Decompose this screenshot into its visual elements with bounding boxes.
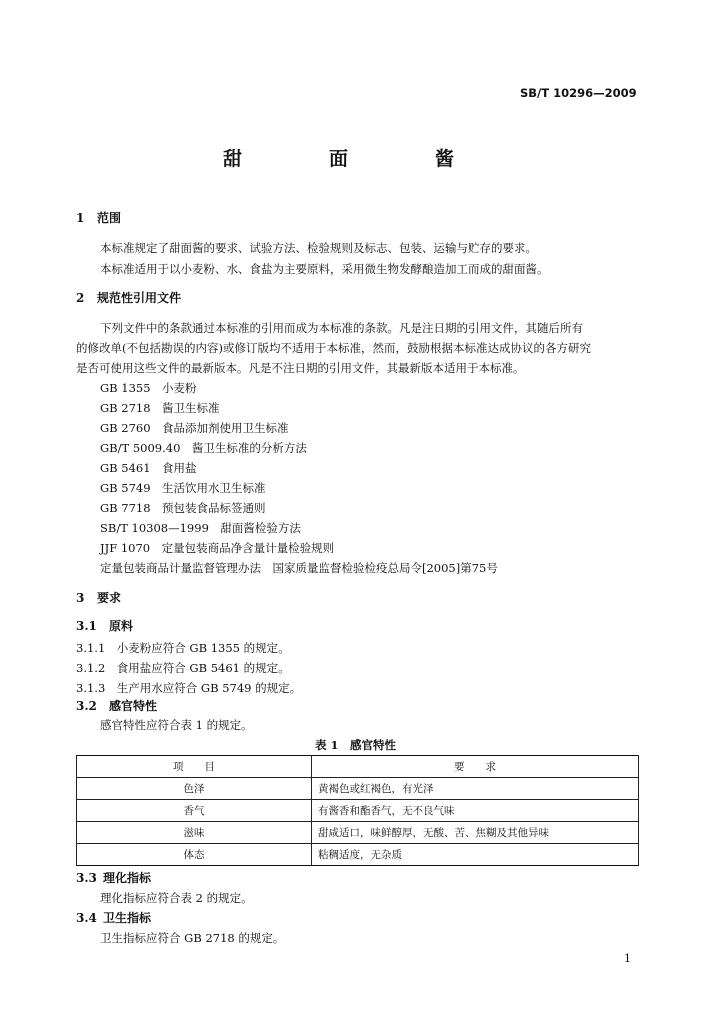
- reference-item: GB 2760 食品添加剂使用卫生标准: [100, 421, 289, 435]
- reference-item: GB 5749 生活饮用水卫生标准: [100, 481, 266, 495]
- sensory-characteristics-table: [76, 755, 639, 866]
- table-cell-requirement: 有酱香和酯香气，无不良气味: [312, 800, 639, 822]
- reference-item: GB 2718 酱卫生标准: [100, 401, 220, 415]
- standard-code: SB/T 10296—2009: [520, 86, 637, 100]
- section-3-title: 要求: [97, 591, 122, 605]
- subsection-3-3-number: 3.3: [76, 871, 97, 885]
- subsection-3-4-number: 3.4: [76, 911, 97, 925]
- subsection-3-4-text: 卫生指标应符合 GB 2718 的规定。: [100, 931, 285, 945]
- reference-item: GB 7718 预包装食品标签通则: [100, 501, 266, 515]
- reference-item: JJF 1070 定量包装商品净含量计量检验规则: [100, 541, 335, 555]
- reference-item: GB 1355 小麦粉: [100, 381, 197, 395]
- subsection-3-2-number: 3.2: [76, 699, 97, 713]
- table-header-item: 项 目: [77, 756, 312, 778]
- clause-3-1-3: 3.1.3 生产用水应符合 GB 5749 的规定。: [76, 681, 302, 695]
- subsection-3-3-text: 理化指标应符合表 2 的规定。: [100, 891, 253, 905]
- table-cell-item: 体态: [77, 844, 312, 866]
- section-1-number: 1: [76, 211, 85, 225]
- section-1-paragraph-1: 本标准规定了甜面酱的要求、试验方法、检验规则及标志、包装、运输与贮存的要求。: [100, 241, 537, 255]
- section-2-paragraph-line-3: 是否可使用这些文件的最新版本。凡是不注日期的引用文件，其最新版本适用于本标准。: [76, 361, 525, 375]
- section-2-paragraph-line-1: 下列文件中的条款通过本标准的引用而成为本标准的条款。凡是注日期的引用文件，其随后所有: [100, 321, 583, 335]
- table-header-requirement: 要 求: [312, 756, 639, 778]
- table-cell-item: 色泽: [77, 778, 312, 800]
- document-title: 甜 面 酱: [222, 148, 488, 170]
- table-cell-item: 香气: [77, 800, 312, 822]
- reference-item: GB/T 5009.40 酱卫生标准的分析方法: [100, 441, 307, 455]
- subsection-3-2-text: 感官特性应符合表 1 的规定。: [100, 718, 253, 732]
- reference-item: GB 5461 食用盐: [100, 461, 197, 475]
- section-1-paragraph-2: 本标准适用于以小麦粉、水、食盐为主要原料，采用微生物发酵酿造加工而成的甜面酱。: [100, 262, 549, 276]
- subsection-3-2-title: 感官特性: [109, 699, 158, 713]
- section-2-title: 规范性引用文件: [97, 291, 182, 305]
- reference-item: 定量包装商品计量监督管理办法 国家质量监督检验检疫总局令[2005]第75号: [100, 561, 498, 575]
- subsection-3-1-number: 3.1: [76, 619, 97, 633]
- subsection-3-1-title: 原料: [109, 619, 134, 633]
- section-2-number: 2: [76, 291, 85, 305]
- clause-3-1-1: 3.1.1 小麦粉应符合 GB 1355 的规定。: [76, 641, 290, 655]
- table-cell-requirement: 黄褐色或红褐色，有光泽: [312, 778, 639, 800]
- table-cell-item: 滋味: [77, 822, 312, 844]
- subsection-3-3-title: 理化指标: [103, 871, 152, 885]
- subsection-3-4-title: 卫生指标: [103, 911, 152, 925]
- page-number: 1: [624, 952, 631, 965]
- clause-3-1-2: 3.1.2 食用盐应符合 GB 5461 的规定。: [76, 661, 290, 675]
- table-cell-requirement: 粘稠适度，无杂质: [312, 844, 639, 866]
- reference-item: SB/T 10308—1999 甜面酱检验方法: [100, 521, 301, 535]
- table-cell-requirement: 甜咸适口，味鲜醇厚，无酸、苦、焦糊及其他异味: [312, 822, 639, 844]
- table-row: [77, 822, 639, 844]
- table-row: [77, 778, 639, 800]
- table-row: [77, 844, 639, 866]
- table-header-row: [77, 756, 639, 778]
- section-3-number: 3: [76, 591, 85, 605]
- table-row: [77, 800, 639, 822]
- table-1-caption: 表 1 感官特性: [314, 738, 396, 752]
- section-1-title: 范围: [97, 211, 122, 225]
- section-2-paragraph-line-2: 的修改单(不包括勘误的内容)或修订版均不适用于本标准，然而，鼓励根据本标准达成协议的各方研究: [76, 341, 591, 355]
